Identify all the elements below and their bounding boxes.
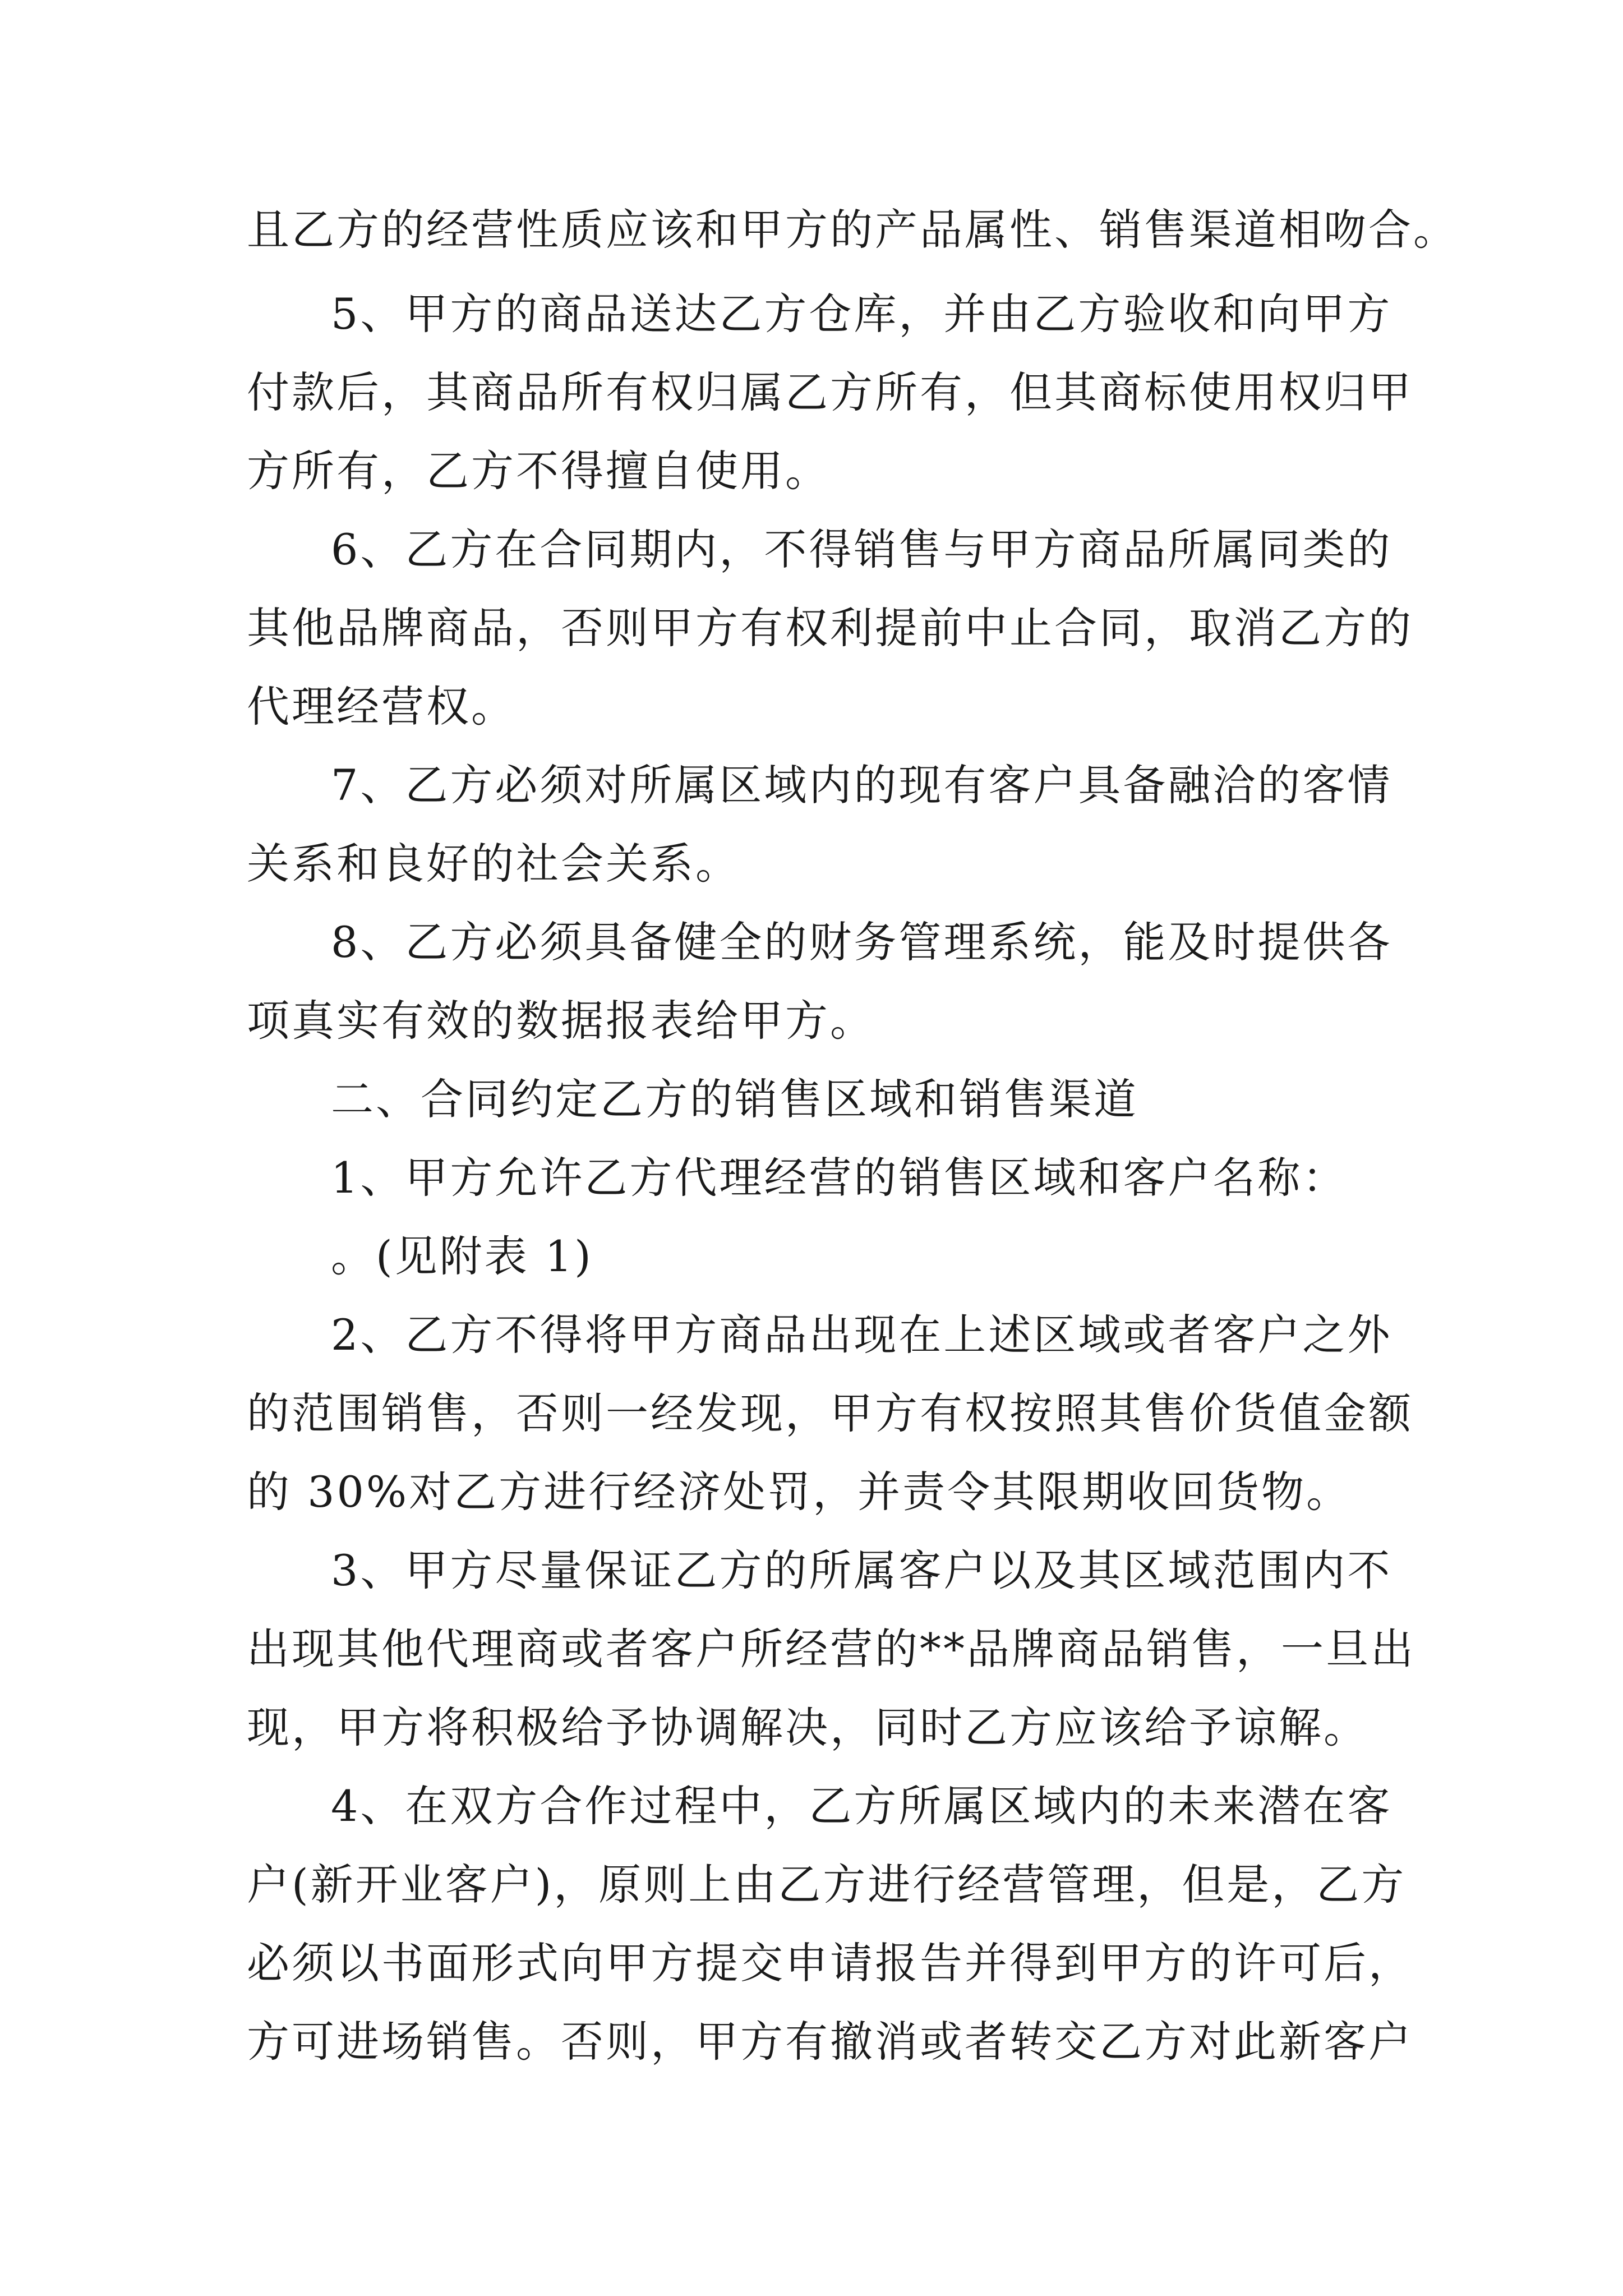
text-line: 且乙方的经营性质应该和甲方的产品属性、销售渠道相吻合。 — [247, 205, 1458, 255]
text-line: 必须以书面形式向甲方提交申请报告并得到甲方的许可后， — [247, 1938, 1413, 1988]
text-line: 6、乙方在合同期内，不得销售与甲方商品所属同类的 — [331, 524, 1393, 574]
text-line: 方所有，乙方不得擅自使用。 — [247, 446, 830, 496]
text-line: 3、甲方尽量保证乙方的所属客户以及其区域范围内不 — [331, 1545, 1393, 1595]
text-line: 其他品牌商品，否则甲方有权利提前中止合同，取消乙方的 — [247, 603, 1413, 653]
text-line: 代理经营权。 — [247, 682, 516, 731]
text-line: 方可进场销售。否则，甲方有撤消或者转交乙方对此新客户 — [247, 2017, 1413, 2067]
text-line: 的范围销售，否则一经发现，甲方有权按照其售价货值金额 — [247, 1388, 1413, 1438]
text-line: 。(见附表 1) — [331, 1231, 593, 1281]
text-line: 付款后，其商品所有权归属乙方所有，但其商标使用权归甲 — [247, 367, 1413, 417]
text-line: 1、甲方允许乙方代理经营的销售区域和客户名称： — [331, 1153, 1348, 1203]
text-line: 户(新开业客户)，原则上由乙方进行经营管理，但是，乙方 — [247, 1860, 1407, 1910]
text-line: 的 30%对乙方进行经济处罚，并责令其限期收回货物。 — [247, 1467, 1352, 1517]
text-line: 项真实有效的数据报表给甲方。 — [247, 996, 875, 1046]
text-line: 关系和良好的社会关系。 — [247, 839, 740, 889]
text-line: 4、在双方合作过程中，乙方所属区域内的未来潜在客 — [331, 1781, 1393, 1831]
text-line: 现，甲方将积极给予协调解决，同时乙方应该给予谅解。 — [247, 1703, 1368, 1752]
text-line: 5、甲方的商品送达乙方仓库，并由乙方验收和向甲方 — [331, 289, 1393, 339]
text-line: 2、乙方不得将甲方商品出现在上述区域或者客户之外 — [331, 1310, 1393, 1360]
text-line: 8、乙方必须具备健全的财务管理系统，能及时提供各 — [331, 917, 1393, 967]
text-line: 出现其他代理商或者客户所经营的**品牌商品销售，一旦出 — [247, 1624, 1415, 1674]
text-line: 7、乙方必须对所属区域内的现有客户具备融洽的客情 — [331, 760, 1393, 810]
section-heading: 二、合同约定乙方的销售区域和销售渠道 — [331, 1074, 1138, 1124]
